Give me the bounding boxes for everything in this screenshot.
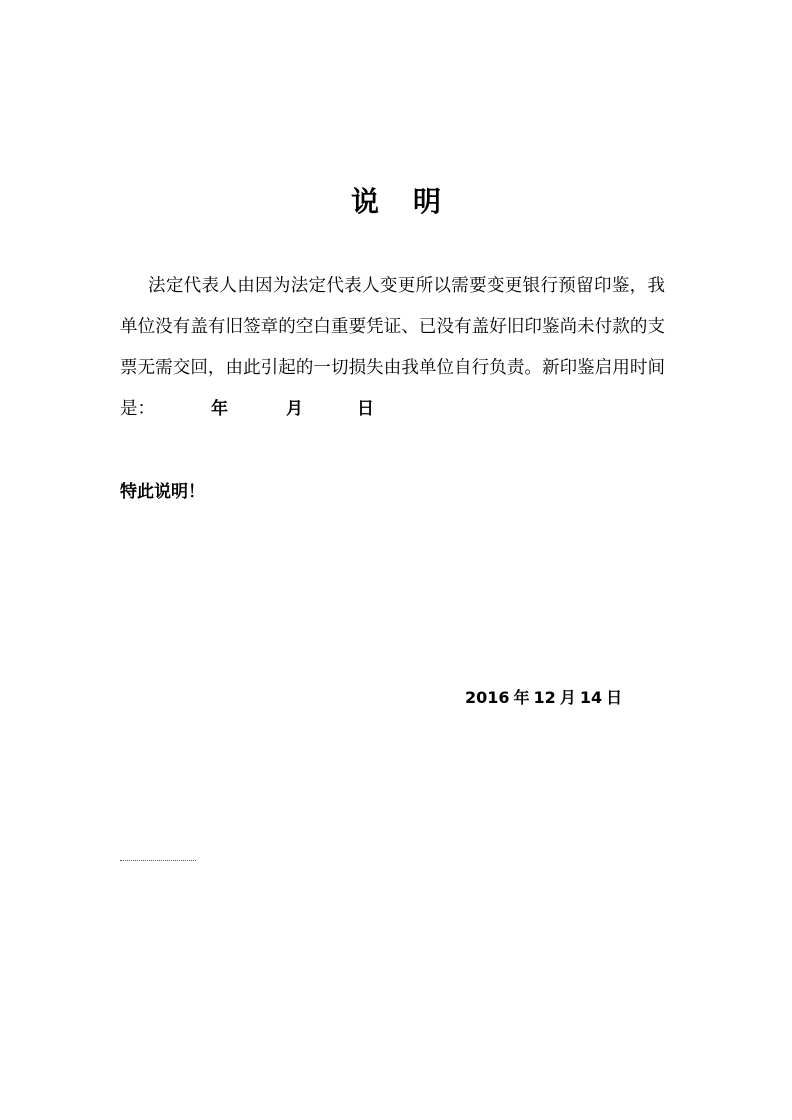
paragraph-text: 法定代表人由因为法定代表人变更所以需要变更银行预留印鉴，我单位没有盖有旧签章的空白重要凭证、已没有盖好旧印鉴尚未付款的支票无需交回，由此引起的一切损失由我单位自行负责。新印鉴启用时间是：: [120, 276, 665, 419]
closing-statement: 特此说明！: [120, 482, 205, 502]
page-title: 说明: [350, 185, 475, 218]
blank-year-label: 年: [211, 399, 228, 419]
blank-day-label: 日: [357, 399, 374, 419]
footer-divider: [120, 860, 196, 861]
sign-month-value: 12: [533, 688, 556, 707]
signature-date: [465, 680, 622, 716]
sign-day-unit: 日: [606, 688, 623, 707]
sign-month-unit: 月: [559, 688, 576, 707]
sign-year-value: 2016: [465, 688, 510, 707]
activation-date-blank: [155, 399, 374, 419]
body-paragraph: [120, 266, 665, 430]
sign-day-value: 14: [579, 688, 603, 707]
blank-month-label: 月: [286, 399, 303, 419]
sign-year-unit: 年: [513, 688, 530, 707]
